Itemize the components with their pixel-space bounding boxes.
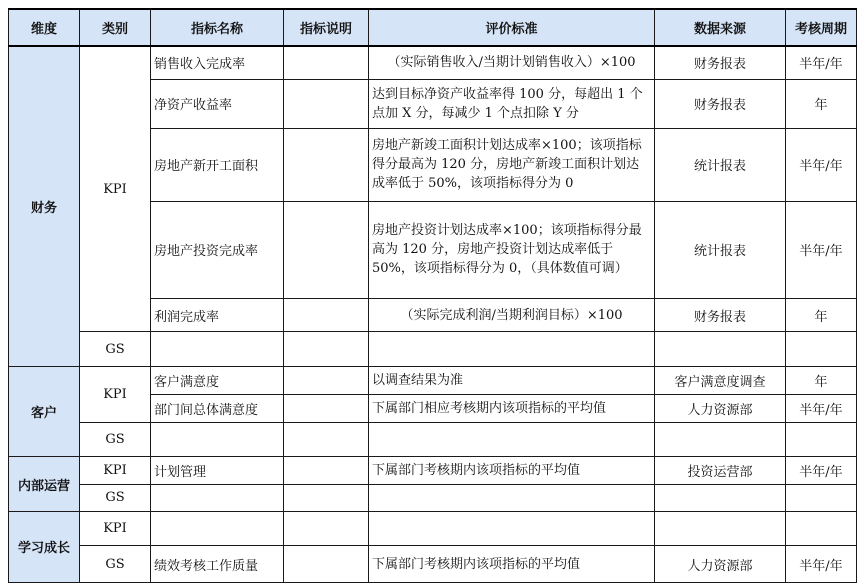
standard-cell bbox=[369, 484, 655, 511]
table-row bbox=[9, 332, 857, 366]
indicator-desc-cell bbox=[284, 366, 369, 394]
indicator-name-cell: 净资产收益率 bbox=[151, 79, 284, 128]
table-row bbox=[9, 46, 857, 79]
table-row bbox=[9, 511, 857, 545]
standard-cell: （实际完成利润/当期利润目标）×100 bbox=[369, 299, 655, 332]
source-cell: 统计报表 bbox=[655, 128, 786, 201]
indicator-name-cell: 计划管理 bbox=[151, 457, 284, 484]
category-cell: GS bbox=[80, 546, 151, 583]
table-row bbox=[9, 546, 857, 583]
source-cell bbox=[655, 332, 786, 366]
indicator-desc-cell bbox=[284, 299, 369, 332]
header-indicator-name: 指标名称 bbox=[151, 9, 284, 46]
period-cell: 半年/年 bbox=[786, 128, 857, 201]
source-cell bbox=[655, 484, 786, 511]
source-cell: 人力资源部 bbox=[655, 546, 786, 583]
indicator-desc-cell bbox=[284, 332, 369, 366]
indicator-desc-cell bbox=[284, 128, 369, 201]
period-cell: 年 bbox=[786, 299, 857, 332]
standard-cell: 房地产投资计划达成率×100；该项指标得分最高为 120 分，房地产投资计划达成率低于 50%，该项指标得分为 0，（具体数值可调） bbox=[369, 201, 655, 298]
period-cell bbox=[786, 484, 857, 511]
dimension-cell: 客户 bbox=[9, 366, 80, 456]
source-cell: 财务报表 bbox=[655, 299, 786, 332]
indicator-name-cell: 销售收入完成率 bbox=[151, 46, 284, 79]
dimension-cell: 内部运营 bbox=[9, 457, 80, 512]
standard-cell bbox=[369, 332, 655, 366]
indicator-name-cell: 客户满意度 bbox=[151, 366, 284, 394]
source-cell bbox=[655, 511, 786, 545]
period-cell: 年 bbox=[786, 79, 857, 128]
standard-cell: 下属部门考核期内该项指标的平均值 bbox=[369, 546, 655, 583]
header-row bbox=[9, 9, 857, 46]
source-cell: 统计报表 bbox=[655, 201, 786, 298]
header-source: 数据来源 bbox=[655, 9, 786, 46]
source-cell: 客户满意度调查 bbox=[655, 366, 786, 394]
category-cell: KPI bbox=[80, 457, 151, 484]
standard-cell: （实际销售收入/当期计划销售收入）×100 bbox=[369, 46, 655, 79]
category-cell: GS bbox=[80, 332, 151, 366]
standard-cell: 下属部门相应考核期内该项指标的平均值 bbox=[369, 395, 655, 422]
indicator-desc-cell bbox=[284, 511, 369, 545]
standard-cell: 下属部门考核期内该项指标的平均值 bbox=[369, 457, 655, 484]
category-cell: GS bbox=[80, 422, 151, 456]
category-cell: KPI bbox=[80, 511, 151, 545]
source-cell: 投资运营部 bbox=[655, 457, 786, 484]
source-cell: 财务报表 bbox=[655, 46, 786, 79]
source-cell: 人力资源部 bbox=[655, 395, 786, 422]
dimension-cell: 学习成长 bbox=[9, 511, 80, 582]
indicator-desc-cell bbox=[284, 457, 369, 484]
period-cell: 半年/年 bbox=[786, 457, 857, 484]
standard-cell bbox=[369, 422, 655, 456]
indicator-desc-cell bbox=[284, 395, 369, 422]
period-cell: 年 bbox=[786, 366, 857, 394]
indicator-name-cell: 利润完成率 bbox=[151, 299, 284, 332]
table-row bbox=[9, 457, 857, 484]
standard-cell: 以调查结果为准 bbox=[369, 366, 655, 394]
header-standard: 评价标准 bbox=[369, 9, 655, 46]
table-row bbox=[9, 366, 857, 394]
category-cell: KPI bbox=[80, 366, 151, 422]
indicator-desc-cell bbox=[284, 201, 369, 298]
header-indicator-desc: 指标说明 bbox=[284, 9, 369, 46]
period-cell: 半年/年 bbox=[786, 201, 857, 298]
indicator-name-cell bbox=[151, 422, 284, 456]
dimension-cell: 财务 bbox=[9, 46, 80, 366]
table-row bbox=[9, 484, 857, 511]
indicator-name-cell bbox=[151, 484, 284, 511]
indicator-desc-cell bbox=[284, 546, 369, 583]
kpi-table bbox=[8, 8, 857, 583]
indicator-name-cell bbox=[151, 511, 284, 545]
period-cell bbox=[786, 332, 857, 366]
indicator-name-cell: 房地产投资完成率 bbox=[151, 201, 284, 298]
period-cell: 半年/年 bbox=[786, 546, 857, 583]
standard-cell: 房地产新竣工面积计划达成率×100；该项指标得分最高为 120 分，房地产新竣工面积计划达成率低于 50%，该项指标得分为 0 bbox=[369, 128, 655, 201]
indicator-name-cell bbox=[151, 332, 284, 366]
category-cell: GS bbox=[80, 484, 151, 511]
period-cell bbox=[786, 422, 857, 456]
indicator-name-cell: 部门间总体满意度 bbox=[151, 395, 284, 422]
indicator-desc-cell bbox=[284, 46, 369, 79]
indicator-name-cell: 绩效考核工作质量 bbox=[151, 546, 284, 583]
indicator-name-cell: 房地产新开工面积 bbox=[151, 128, 284, 201]
period-cell: 半年/年 bbox=[786, 46, 857, 79]
source-cell bbox=[655, 422, 786, 456]
period-cell: 半年/年 bbox=[786, 395, 857, 422]
standard-cell: 达到目标净资产收益率得 100 分，每超出 1 个点加 X 分，每减少 1 个点扣除 Y 分 bbox=[369, 79, 655, 128]
category-cell: KPI bbox=[80, 46, 151, 332]
indicator-desc-cell bbox=[284, 422, 369, 456]
source-cell: 财务报表 bbox=[655, 79, 786, 128]
standard-cell bbox=[369, 511, 655, 545]
table-row bbox=[9, 422, 857, 456]
indicator-desc-cell bbox=[284, 79, 369, 128]
header-dimension: 维度 bbox=[9, 9, 80, 46]
header-category: 类别 bbox=[80, 9, 151, 46]
header-period: 考核周期 bbox=[786, 9, 857, 46]
period-cell bbox=[786, 511, 857, 545]
indicator-desc-cell bbox=[284, 484, 369, 511]
